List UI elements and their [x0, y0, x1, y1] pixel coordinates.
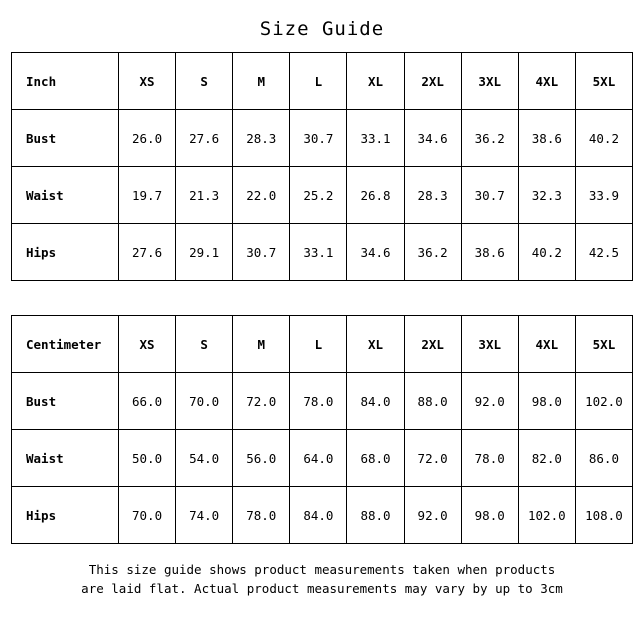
cell-waist-5xl: 86.0: [575, 430, 632, 487]
column-header-m: M: [233, 316, 290, 373]
cell-bust-3xl: 92.0: [461, 373, 518, 430]
column-header-l: L: [290, 53, 347, 110]
cell-bust-l: 78.0: [290, 373, 347, 430]
column-header-2xl: 2XL: [404, 53, 461, 110]
table-row: [12, 224, 633, 281]
table-row: [12, 430, 633, 487]
cell-hips-xs: 70.0: [119, 487, 176, 544]
size-table-centimeter: [11, 315, 633, 544]
unit-label-centimeter: Centimeter: [12, 316, 119, 373]
column-header-xl: XL: [347, 53, 404, 110]
cell-bust-xl: 84.0: [347, 373, 404, 430]
cell-waist-l: 64.0: [290, 430, 347, 487]
cell-bust-xl: 33.1: [347, 110, 404, 167]
cell-bust-xs: 66.0: [119, 373, 176, 430]
cell-bust-5xl: 40.2: [575, 110, 632, 167]
cell-hips-xl: 34.6: [347, 224, 404, 281]
cell-bust-5xl: 102.0: [575, 373, 632, 430]
column-header-4xl: 4XL: [518, 316, 575, 373]
table-row: [12, 110, 633, 167]
cell-bust-m: 28.3: [233, 110, 290, 167]
cell-hips-m: 78.0: [233, 487, 290, 544]
table-header-row: [12, 316, 633, 373]
column-header-5xl: 5XL: [575, 53, 632, 110]
cell-waist-3xl: 78.0: [461, 430, 518, 487]
column-header-s: S: [176, 53, 233, 110]
cell-waist-xs: 19.7: [119, 167, 176, 224]
column-header-xs: XS: [119, 316, 176, 373]
cell-waist-xl: 68.0: [347, 430, 404, 487]
cell-waist-s: 21.3: [176, 167, 233, 224]
row-label-hips: Hips: [12, 487, 119, 544]
column-header-5xl: 5XL: [575, 316, 632, 373]
table-row: [12, 167, 633, 224]
cell-hips-s: 29.1: [176, 224, 233, 281]
cell-hips-xl: 88.0: [347, 487, 404, 544]
column-header-2xl: 2XL: [404, 316, 461, 373]
cell-hips-s: 74.0: [176, 487, 233, 544]
footnote: [0, 544, 644, 599]
cell-waist-s: 54.0: [176, 430, 233, 487]
column-header-m: M: [233, 53, 290, 110]
column-header-3xl: 3XL: [461, 316, 518, 373]
cell-hips-m: 30.7: [233, 224, 290, 281]
cell-hips-2xl: 36.2: [404, 224, 461, 281]
cell-bust-2xl: 34.6: [404, 110, 461, 167]
table-row: [12, 373, 633, 430]
column-header-xl: XL: [347, 316, 404, 373]
table-row: [12, 487, 633, 544]
cell-waist-4xl: 82.0: [518, 430, 575, 487]
cell-bust-xs: 26.0: [119, 110, 176, 167]
page-title: Size Guide: [259, 18, 385, 40]
row-label-bust: Bust: [12, 373, 119, 430]
cell-bust-2xl: 88.0: [404, 373, 461, 430]
cell-hips-4xl: 102.0: [518, 487, 575, 544]
row-label-hips: Hips: [12, 224, 119, 281]
cell-bust-4xl: 38.6: [518, 110, 575, 167]
table-spacer: [0, 281, 644, 315]
cell-waist-5xl: 33.9: [575, 167, 632, 224]
cell-waist-2xl: 72.0: [404, 430, 461, 487]
cell-bust-s: 70.0: [176, 373, 233, 430]
column-header-xs: XS: [119, 53, 176, 110]
cell-waist-l: 25.2: [290, 167, 347, 224]
cell-waist-2xl: 28.3: [404, 167, 461, 224]
cell-bust-s: 27.6: [176, 110, 233, 167]
row-label-waist: Waist: [12, 430, 119, 487]
cell-hips-3xl: 98.0: [461, 487, 518, 544]
cell-waist-m: 56.0: [233, 430, 290, 487]
size-table-inch: [11, 52, 633, 281]
column-header-s: S: [176, 316, 233, 373]
cell-hips-3xl: 38.6: [461, 224, 518, 281]
footnote-line-1: This size guide shows product measurements taken when products: [88, 562, 556, 577]
column-header-l: L: [290, 316, 347, 373]
column-header-3xl: 3XL: [461, 53, 518, 110]
cell-hips-2xl: 92.0: [404, 487, 461, 544]
cell-waist-4xl: 32.3: [518, 167, 575, 224]
cell-hips-5xl: 42.5: [575, 224, 632, 281]
unit-label-inch: Inch: [12, 53, 119, 110]
cell-hips-4xl: 40.2: [518, 224, 575, 281]
row-label-waist: Waist: [12, 167, 119, 224]
cell-waist-xl: 26.8: [347, 167, 404, 224]
row-label-bust: Bust: [12, 110, 119, 167]
table-header-row: [12, 53, 633, 110]
cell-bust-m: 72.0: [233, 373, 290, 430]
cell-bust-3xl: 36.2: [461, 110, 518, 167]
column-header-4xl: 4XL: [518, 53, 575, 110]
cell-hips-5xl: 108.0: [575, 487, 632, 544]
cell-waist-3xl: 30.7: [461, 167, 518, 224]
cell-hips-xs: 27.6: [119, 224, 176, 281]
cell-bust-4xl: 98.0: [518, 373, 575, 430]
cell-waist-xs: 50.0: [119, 430, 176, 487]
cell-bust-l: 30.7: [290, 110, 347, 167]
footnote-line-2: are laid flat. Actual product measurements may vary by up to 3cm: [81, 581, 563, 597]
cell-waist-m: 22.0: [233, 167, 290, 224]
cell-hips-l: 33.1: [290, 224, 347, 281]
cell-hips-l: 84.0: [290, 487, 347, 544]
